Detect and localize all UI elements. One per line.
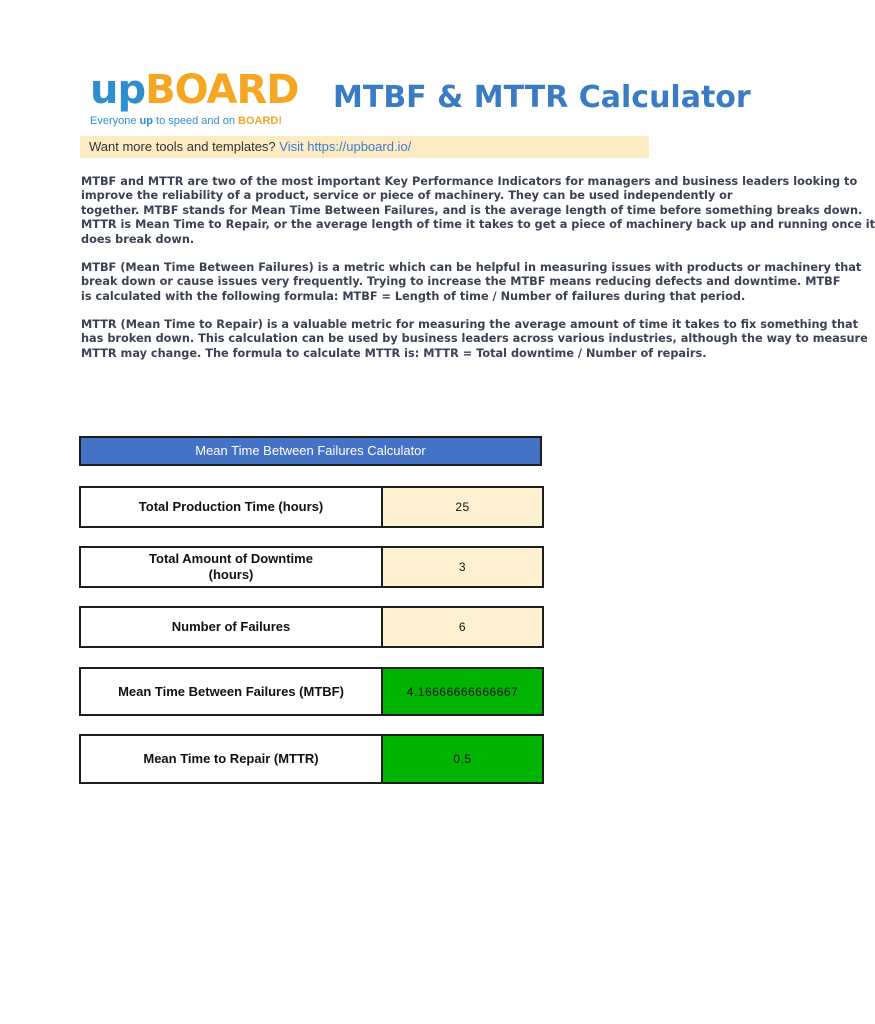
total-production-time-row <box>79 486 544 528</box>
total-production-time-input[interactable]: 25 <box>383 488 542 526</box>
paragraph-line: MTTR may change. The formula to calculate MTTR is: MTTR = Total downtime / Number of repairs. <box>81 346 707 360</box>
promo-link[interactable]: Visit https://upboard.io/ <box>279 139 412 154</box>
number-of-failures-input[interactable]: 6 <box>383 608 542 646</box>
paragraph-line: has broken down. This calculation can be used by business leaders across various industries, although the way to measure <box>81 332 868 346</box>
upboard-logo <box>90 68 299 127</box>
paragraph-line: improve the reliability of a product, service or piece of machinery. They can be used independently or <box>81 189 733 203</box>
paragraph-line: MTBF and MTTR are two of the most important Key Performance Indicators for managers and business leaders looking to <box>81 175 858 188</box>
total-downtime-input[interactable]: 3 <box>383 548 542 586</box>
logo-up: up <box>90 67 146 113</box>
logo-board: BOARD <box>145 67 299 113</box>
number-of-failures-row <box>79 606 544 648</box>
paragraph-line: together. MTBF stands for Mean Time Between Failures, and is the average length of time before something breaks down. <box>81 203 863 217</box>
mttr-label: Mean Time to Repair (MTTR) <box>81 736 383 782</box>
tagline-board: BOARD! <box>238 115 282 127</box>
total-downtime-label: Total Amount of Downtime (hours) <box>81 548 383 586</box>
tagline-part-1: Everyone <box>90 115 140 127</box>
mtbf-paragraph <box>81 261 862 304</box>
mtbf-row <box>79 667 544 716</box>
tagline-part-2: to speed and on <box>152 115 238 127</box>
mtbf-result: 4.16666666666667 <box>383 669 542 714</box>
tagline-up: up <box>139 115 153 127</box>
mttr-result: 0.5 <box>383 736 542 782</box>
paragraph-line: is calculated with the following formula: MTBF = Length of time / Number of failures during that period. <box>81 289 746 303</box>
page-title: MTBF & MTTR Calculator <box>333 80 751 115</box>
paragraph-line: MTTR (Mean Time to Repair) is a valuable metric for measuring the average amount of time it takes to fix something that <box>81 318 859 331</box>
total-downtime-row <box>79 546 544 588</box>
paragraph-line: does break down. <box>81 232 195 246</box>
mttr-row <box>79 734 544 784</box>
paragraph-line: MTBF (Mean Time Between Failures) is a metric which can be helpful in measuring issues with products or machinery that <box>81 261 862 274</box>
intro-paragraph <box>81 175 875 247</box>
number-of-failures-label: Number of Failures <box>81 608 383 646</box>
mtbf-label: Mean Time Between Failures (MTBF) <box>81 669 383 714</box>
mttr-paragraph <box>81 318 868 361</box>
logo-wordmark <box>90 68 299 112</box>
promo-text: Want more tools and templates? <box>89 139 280 154</box>
paragraph-line: MTTR is Mean Time to Repair, or the average length of time it takes to get a piece of machinery back up and running once it <box>81 218 875 232</box>
promo-banner <box>80 136 649 158</box>
total-production-time-label: Total Production Time (hours) <box>81 488 383 526</box>
calculator-header: Mean Time Between Failures Calculator <box>79 436 542 466</box>
logo-tagline <box>90 115 299 127</box>
paragraph-line: break down or cause issues very frequently. Trying to increase the MTBF means reducing defects and downtime. MTBF <box>81 275 841 289</box>
